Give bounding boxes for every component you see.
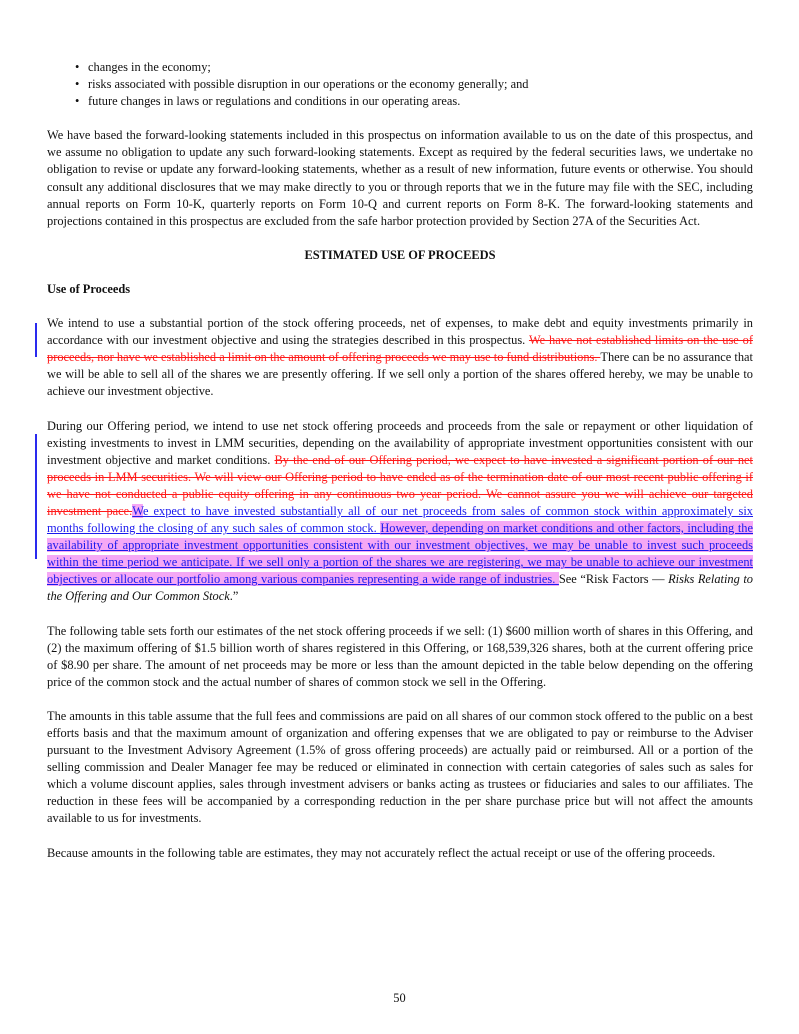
- subheading: Use of Proceeds: [47, 281, 131, 296]
- bullet-item: • risks associated with possible disruption in our operations or the economy generally; and: [75, 76, 753, 93]
- change-bar: [35, 323, 37, 357]
- inserted-text-marker: W: [132, 503, 143, 518]
- paragraph-text: .”: [229, 589, 239, 604]
- page-number: 50: [393, 991, 406, 1005]
- bullet-item: • changes in the economy;: [75, 59, 753, 76]
- risk-bullet-list: [47, 59, 753, 110]
- paragraph-text: We intend to use a substantial portion of the stock offering proceeds, net of expenses, to make debt and equity investments primarily in accordance with our investment objective and using the strategies described in this prospectus.: [47, 316, 753, 348]
- table-intro-paragraph: The following table sets forth our estimates of the net stock offering proceeds if we sell: (1) $600 million worth of shares in this Offering, and (2) the maximum offering of $1.5 billion worth of shares registered in this Offering, or 168,539,326 shares, both at the current offering price of $8.90 per share. The amount of net proceeds may be more or less than the amount depicted in the table below depending on the offering price of the common stock and the actual number of shares of common stock we sell in the Offering.: [47, 623, 753, 689]
- estimates-paragraph: Because amounts in the following table are estimates, they may not accurately reflect the actual receipt or use of the offering proceeds.: [47, 845, 716, 860]
- offering-period-paragraph: [47, 418, 753, 606]
- risk-factors-reference: Risks Relating to the Offering and Our Common Stock: [47, 572, 753, 604]
- inserted-highlighted-text: However, depending on market conditions and other factors, including the availability of appropriate investment opportunities consistent with our investment objectives, we may be unable to invest such proceeds within the time period we anticipate. If we sell only a portion of the shares we are registering, we may be unable to achieve our investment objectives or allocate our portfolio among various companies representing a wide range of industries.: [47, 521, 753, 587]
- forward-looking-paragraph: We have based the forward-looking statements included in this prospectus on information available to us on the date of this prospectus, and we assume no obligation to update any such forward-looking statements. Except as required by the federal securities laws, we undertake no obligation to revise or update any forward-looking statements, whether as a result of new information, future events or otherwise. You should consult any additional disclosures that we may make directly to you or through reports that we in the future may file with the SEC, including annual reports on Form 10-K, quarterly reports on Form 10-Q and current reports on Form 8-K. The forward-looking statements and projections contained in this prospectus are excluded from the safe harbor protection provided by Section 27A of the Securities Act.: [47, 128, 753, 228]
- deleted-text: By the end of our Offering period, we expect to have invested a significant portion of our net proceeds in LMM securities. We will view our Offering period to have ended as of the termination date of our most recent public offering if we have not conducted a public equity offering in any continuous two year period. We cannot assure you we will achieve our targeted investment pace.: [47, 452, 753, 518]
- paragraph-text: There can be no assurance that we will be able to sell all of the shares we are presently offering. If we sell only a portion of the shares offered hereby, we may be unable to achieve our investment objective.: [47, 350, 753, 399]
- paragraph-text: See “Risk Factors —: [558, 572, 669, 587]
- document-page: [47, 59, 753, 862]
- paragraph-text: During our Offering period, we intend to use net stock offering proceeds and proceeds from the sale or repayment or other liquidation of existing investments to invest in LMM securities, depending on the availability of appropriate investment opportunities consistent with our investment objective and market conditions.: [47, 418, 753, 467]
- amounts-paragraph: The amounts in this table assume that the full fees and commissions are paid on all shares of our common stock offered to the public on a best efforts basis and that the maximum amount of organization and offering expenses that we are obligated to pay or reimburse to the Adviser pursuant to the Investment Advisory Agreement (1.5% of gross offering proceeds) are actually paid or reimbursed. All or a portion of the selling commission and Dealer Manager fee may be reduced or eliminated in connection with certain categories of sales such as sales for which a volume discount applies, sales through investment advisers or banks acting as trustees or fiduciaries and sales to our affiliates. The reduction in these fees will be accompanied by a corresponding reduction in the per share purchase price but will not affect the amounts available to us for investments.: [47, 708, 753, 826]
- change-bar: [35, 434, 37, 559]
- use-of-proceeds-paragraph: [47, 315, 753, 400]
- bullet-item: • future changes in laws or regulations and conditions in our operating areas.: [75, 93, 753, 110]
- inserted-text: e expect to have invested substantially all of our net proceeds from sales of common stock within approximately six months following the closing of any such sales of common stock.: [47, 503, 754, 536]
- section-heading: ESTIMATED USE OF PROCEEDS: [304, 247, 496, 262]
- deleted-text: We have not established limits on the use of proceeds, nor have we established a limit on the amount of offering proceeds we may use to fund distributions.: [47, 333, 753, 365]
